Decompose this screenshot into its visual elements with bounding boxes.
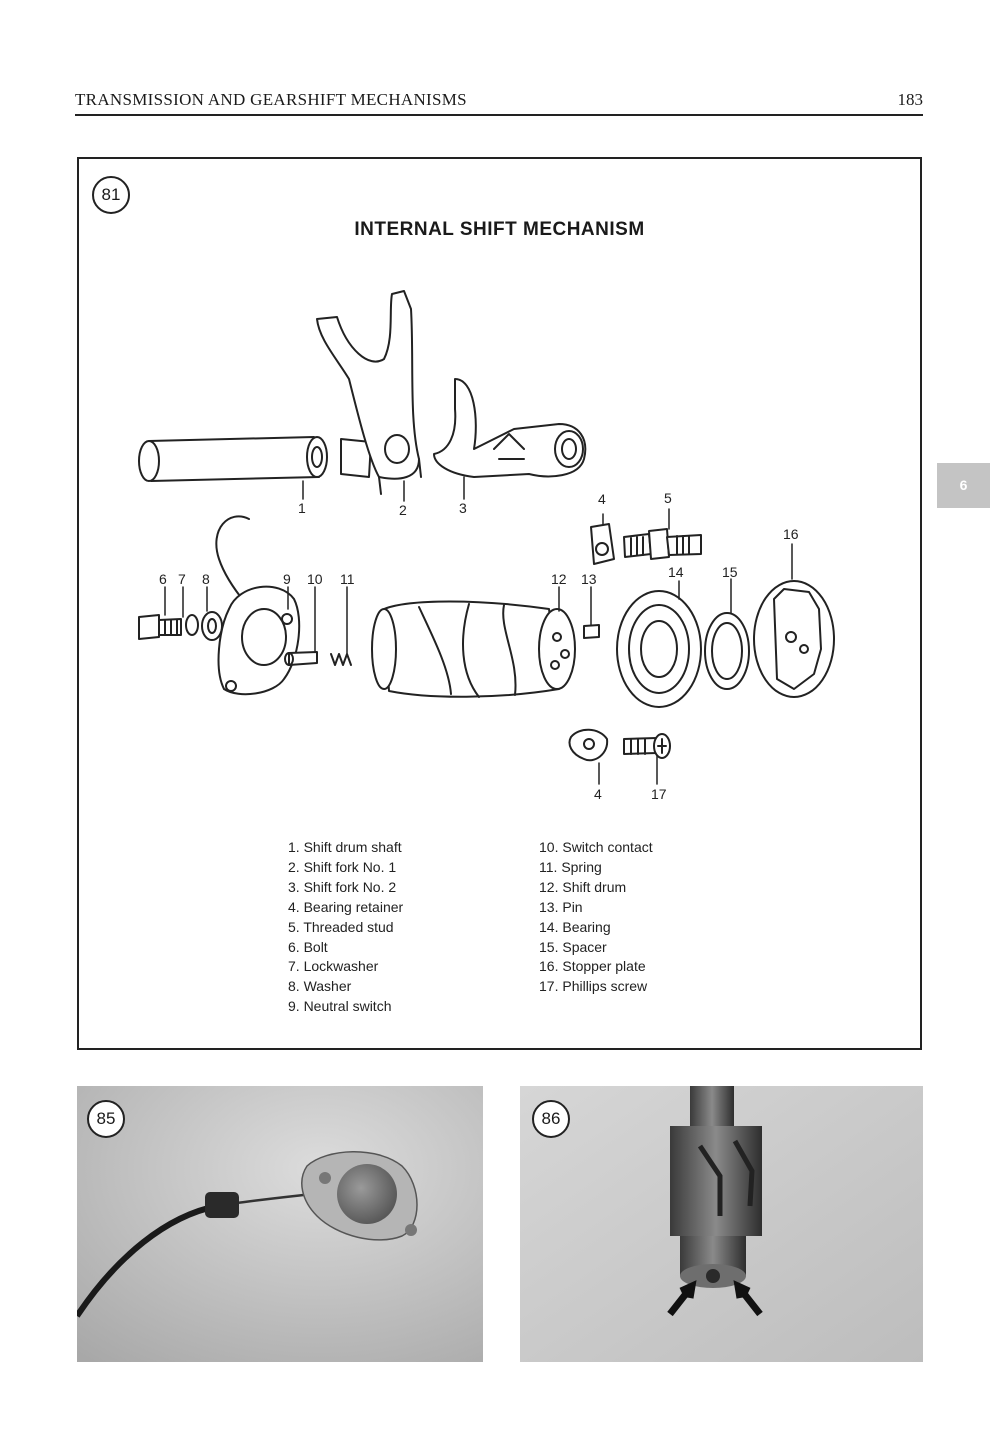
legend-item: 8. Washer (288, 978, 352, 995)
figure-81-title: INTERNAL SHIFT MECHANISM (354, 219, 645, 240)
figure-81-badge: 81 (92, 176, 130, 214)
callout-16: 16 (783, 526, 799, 542)
chapter-title: TRANSMISSION AND GEARSHIFT MECHANISMS (75, 90, 467, 109)
callout-7: 7 (178, 571, 186, 587)
bolt (139, 615, 181, 639)
callout-4-lower: 4 (594, 786, 602, 802)
legend-item: 13. Pin (539, 898, 583, 915)
callout-4: 4 (598, 491, 606, 507)
figure-85-badge: 85 (87, 1100, 125, 1138)
bearing (617, 591, 701, 707)
callout-6: 6 (159, 571, 167, 587)
phillips-screw (624, 734, 670, 758)
shift-drum (372, 602, 575, 698)
legend-item: 9. Neutral switch (288, 998, 392, 1015)
neutral-switch (219, 587, 300, 695)
shift-fork-1 (317, 291, 421, 494)
callout-13: 13 (581, 571, 597, 587)
switch-contact (285, 652, 317, 665)
callout-12: 12 (551, 571, 567, 587)
callout-10: 10 (307, 571, 323, 587)
callout-3: 3 (459, 500, 467, 516)
legend-item: 16. Stopper plate (539, 958, 646, 975)
legend-item: 1. Shift drum shaft (288, 839, 402, 855)
callout-17: 17 (651, 786, 667, 802)
legend-item: 11. Spring (539, 858, 602, 875)
callout-1: 1 (298, 500, 306, 516)
callout-5: 5 (664, 490, 672, 506)
legend-item: 7. Lockwasher (288, 958, 379, 975)
figure-81 (77, 157, 922, 1050)
washer (202, 612, 222, 640)
photo-86-shift-drum (520, 1086, 923, 1362)
shift-drum-shaft (139, 437, 327, 481)
legend-item: 15. Spacer (539, 938, 607, 955)
page-header (75, 88, 923, 116)
legend-item: 2. Shift fork No. 1 (288, 858, 397, 875)
threaded-stud (624, 529, 701, 559)
exploded-diagram (79, 159, 920, 1048)
shift-fork-2 (434, 379, 585, 477)
pin (584, 625, 599, 638)
legend-item: 6. Bolt (288, 938, 328, 955)
callout-15: 15 (722, 564, 738, 580)
spring (331, 654, 351, 665)
callout-11: 11 (340, 571, 355, 587)
legend-item: 14. Bearing (539, 918, 611, 935)
chapter-tab: 6 (937, 463, 990, 508)
bearing-retainer-bottom (570, 730, 608, 761)
page-number: 183 (897, 90, 923, 109)
figure-86-badge: 86 (532, 1100, 570, 1138)
spacer (705, 613, 749, 689)
legend-right (539, 838, 653, 997)
legend-item: 4. Bearing retainer (288, 898, 404, 915)
callout-2: 2 (399, 502, 407, 518)
legend-item: 5. Threaded stud (288, 918, 394, 935)
legend-item: 12. Shift drum (539, 878, 627, 895)
photo-85-neutral-switch (77, 1086, 483, 1362)
legend-item: 10. Switch contact (539, 839, 653, 855)
bearing-retainer-top (591, 524, 614, 564)
shift-drum-photo (520, 1086, 923, 1362)
callout-9: 9 (283, 571, 291, 587)
neutral-switch-photo (77, 1086, 483, 1362)
legend-left (288, 838, 403, 1017)
lockwasher (186, 615, 198, 635)
legend-item: 17. Phillips screw (539, 978, 648, 995)
callout-8: 8 (202, 571, 210, 587)
stopper-plate (754, 581, 834, 697)
legend-item: 3. Shift fork No. 2 (288, 878, 397, 895)
callout-14: 14 (668, 564, 684, 580)
